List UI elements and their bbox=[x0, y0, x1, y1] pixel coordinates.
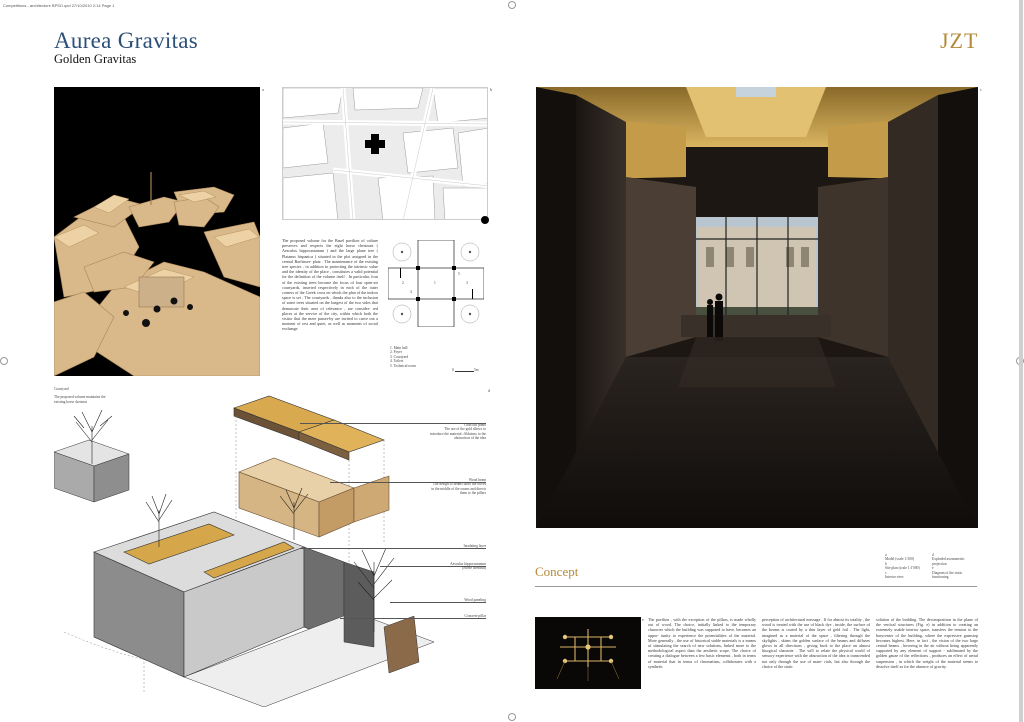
caption-text: Model (scale 1:500) bbox=[885, 557, 914, 562]
annotation-title: Insulating layer bbox=[463, 544, 486, 548]
plan-number-3: 3 bbox=[466, 281, 468, 285]
file-header: Competitions - architecture BPSO.qxd 27/10/2010 2:14 Page 1 bbox=[3, 3, 115, 8]
annotation-text: (Horse chestnut) bbox=[462, 566, 486, 571]
caption-text: Exploded axonometric projection bbox=[932, 557, 965, 566]
scale-end: 5m bbox=[474, 368, 479, 372]
floor-plan bbox=[388, 240, 484, 327]
north-arrow-icon bbox=[481, 216, 489, 224]
concept-text-column-1: The pavilion , with the exception of the pillars, is made wholly out of wood. The choice, initially linked to the temporary character which the building was supposed to have, becomes an oppor- tunity to experience the potentialities of the material. More generally , the use of historical stable materials is a means of stimulating the search of new solutions, linked more to the methodological aspect than the aesthetic scope. The choice of creating a dialogue between a few basic elements , both in terms of material that in terms of chromatism, collaborates with a synthetic bbox=[648, 617, 756, 669]
registration-mark-top bbox=[508, 1, 516, 9]
plan-legend-item: 1. Main hall bbox=[390, 346, 408, 350]
registration-mark-bottom bbox=[508, 713, 516, 721]
plan-number-5: 5 bbox=[458, 272, 460, 276]
annotation-text: The design of beams takes the forces in the middle of the rooms and directs them to the pillars bbox=[431, 482, 486, 495]
site-description: The proposed volume for the Basel pavilion of culture preserves and respects the eight horse chestnuts ( Aesculus hippocastanum ) and the large plane tree ( Platanus hispanica ) situated in the plot assigned in the central Barfüsser- platz . The maintenance of the existing tree species , in addition to protecting the intrinsic value and the identity of the place , constitutes a valid potential for the definition of the volume itself . In particular, four of the existing trees become the focus of four open-air courtyards, inserted respectively in each of the outer corners of the Greek cross on which the plan of the indoor space is set . The courtyards , thanks also to the inclusion of some trees situated on the longest of the two sides that demarcate their area of relevance , are consider- red places at the service of the city, within which both the visitor that the mere passer-by are invited to carve out a moment of rest and quiet, as well as moments of social exchange. bbox=[282, 238, 378, 332]
scale-bar bbox=[452, 368, 482, 374]
caption-letter: b bbox=[885, 561, 887, 566]
exploded-axonometric bbox=[54, 392, 489, 707]
courtyard-note-text: The proposed volume maintains the existing horse chestnut bbox=[54, 395, 106, 404]
model-photo bbox=[54, 87, 260, 376]
plan-number-4: 4 bbox=[410, 290, 412, 294]
figure-letter-e: e bbox=[642, 617, 644, 622]
annotation-title: Gold foil panel bbox=[464, 423, 486, 427]
annotation-title: Aesculus hippocastanum bbox=[450, 562, 486, 566]
annotation-text: The use of the gold allows to introduce the material ‹Aldaism› to the abstraction of the idea bbox=[430, 427, 486, 440]
annotation-title: Concrete pillar bbox=[464, 614, 486, 618]
brand-logo: JZT bbox=[940, 28, 979, 53]
annotation-insulating-layer bbox=[430, 544, 486, 548]
site-plan bbox=[282, 87, 488, 220]
annotation-title: Wood beam bbox=[468, 478, 486, 482]
figure-letter-a: a bbox=[262, 87, 264, 92]
scale-line bbox=[455, 371, 474, 372]
concept-heading: Concept bbox=[535, 564, 579, 579]
plan-number-1: 1 bbox=[434, 281, 436, 285]
figure-letter-c: c bbox=[980, 87, 982, 92]
annotation-gold-foil bbox=[430, 423, 486, 440]
figure-letter-d: d bbox=[488, 388, 490, 393]
interior-render bbox=[536, 87, 978, 528]
static-diagram bbox=[535, 617, 641, 689]
caption-text: Site plan (scale 1:1'000) bbox=[885, 566, 920, 571]
annotation-concrete-pillar bbox=[430, 614, 486, 618]
caption-text: Diagram of the static functioning bbox=[932, 570, 963, 580]
caption-text: Interior view bbox=[885, 575, 904, 580]
plan-legend bbox=[390, 346, 416, 368]
concept-text-column-2: perception of architectural message . If for almost its totality , the wood is treated with the use of black dye , inside, the surface of the beams is coated by a thin layer of gold foil . The light, imagined as a material of the space , filtering through the skylights , skims the golden surface of the beams and diffuses glows in all directions , giving back to the place an almost liturgical character . The will to relate the physical world of sensory experience with the abstraction of the idea is transcended not only through the use of mate- rials, but also through the choice of the static bbox=[762, 617, 870, 669]
caption-letter: e bbox=[932, 566, 934, 571]
caption-letter: d bbox=[932, 553, 934, 557]
courtyard-note-title: Courtyard bbox=[54, 387, 69, 391]
figure-letter-b: b bbox=[490, 87, 492, 92]
plan-legend-item: 2. Foyer bbox=[390, 350, 402, 355]
plan-legend-item: 5. Technical room bbox=[390, 363, 416, 368]
plan-legend-item: 4. Toilets bbox=[390, 359, 404, 364]
annotation-title: Wood paneling bbox=[464, 598, 486, 602]
poster-subtitle: Golden Gravitas bbox=[54, 52, 137, 66]
concept-divider bbox=[535, 586, 977, 587]
concept-text-column-3: solution of the building. The decomposition in the plane of the vertical structures (Fig. e) in addition to creating an extremely usable interior space, transfers the tension to the barycenter of the building, where the expressive gumstop becomes highest. Here, in fact , the vision of the two large central beams , hovering in the air without being apparently supported by any element of support - sublimated by the golden gauze of the reflections , produces an effect of aerial suspension , in which the weight of the material seems to dissolve itself as for the absence of gravity. bbox=[876, 617, 978, 669]
crop-edge bbox=[1019, 0, 1023, 722]
caption-letter: a bbox=[885, 553, 887, 557]
annotation-horse-chestnut bbox=[430, 562, 486, 571]
poster-title: Aurea Gravitas bbox=[54, 28, 199, 53]
annotation-wood-beam bbox=[430, 478, 486, 495]
scale-start: 0 bbox=[452, 368, 454, 372]
caption-column-left bbox=[885, 553, 925, 579]
caption-letter: c bbox=[885, 570, 887, 575]
registration-mark-left bbox=[0, 357, 8, 365]
plan-legend-item: 3. Courtyard bbox=[390, 354, 409, 359]
caption-column-right bbox=[932, 553, 978, 579]
plan-number-2: 2 bbox=[402, 281, 404, 285]
annotation-wood-paneling bbox=[430, 598, 486, 602]
